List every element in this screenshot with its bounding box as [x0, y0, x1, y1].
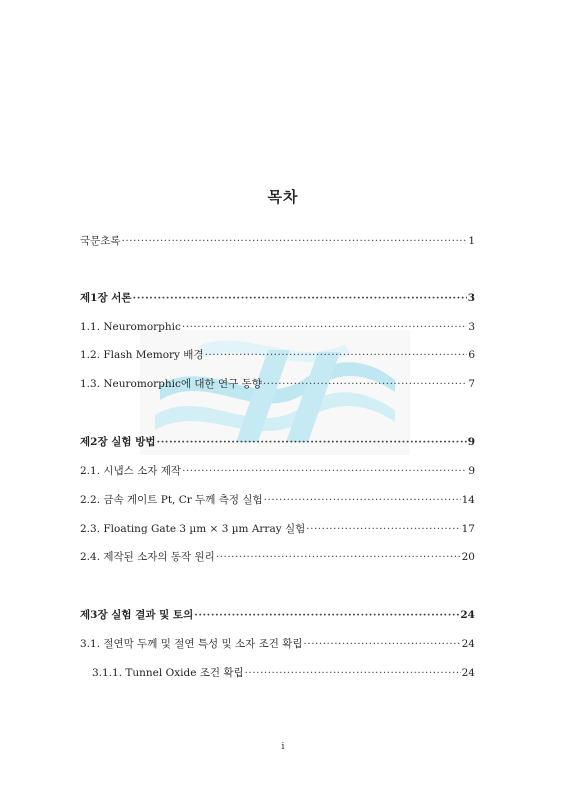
dot-leader	[122, 234, 468, 248]
toc-entry[interactable]	[80, 493, 475, 507]
dot-leader	[264, 493, 461, 507]
toc-entry[interactable]	[80, 234, 475, 248]
toc-entry-chapter[interactable]	[80, 291, 475, 305]
toc-entry-label: 3.1.1. Tunnel Oxide 조건 확립	[92, 667, 244, 679]
toc-entry-label: 3.1. 절연막 두께 및 절연 특성 및 소자 조건 확립	[80, 638, 303, 650]
toc-entry-chapter[interactable]	[80, 435, 475, 449]
toc-entry[interactable]	[80, 522, 475, 536]
toc-entry-page: 17	[461, 523, 475, 535]
toc-entry[interactable]	[80, 377, 475, 391]
dot-leader	[306, 522, 460, 536]
toc-entry-page: 1	[468, 235, 475, 247]
dot-leader	[263, 377, 467, 391]
toc-entry-label: 2.2. 금속 게이트 Pt, Cr 두께 측정 실험	[80, 494, 263, 506]
toc-entry-page: 9	[468, 465, 475, 477]
toc-entry-page: 24	[461, 638, 475, 650]
toc-entry-page: 3	[467, 292, 475, 304]
toc-entry-page: 6	[468, 349, 475, 361]
toc-entry-page: 9	[467, 436, 475, 448]
toc-entry-label: 제1장 서론	[80, 292, 132, 304]
toc-entry-page: 24	[461, 667, 475, 679]
toc-entry-page: 3	[468, 321, 475, 333]
dot-leader	[205, 348, 468, 362]
dot-leader	[216, 550, 461, 564]
toc-entry[interactable]	[80, 637, 475, 651]
toc-entry-label: 2.3. Floating Gate 3 µm × 3 µm Array 실험	[80, 523, 306, 535]
dot-leader	[304, 637, 461, 651]
toc-entry-label: 2.1. 시냅스 소자 제작	[80, 465, 182, 477]
dot-leader	[245, 666, 461, 680]
toc-entry[interactable]	[80, 348, 475, 362]
toc-entry-label: 제2장 실험 방법	[80, 436, 156, 448]
dot-leader	[156, 435, 466, 449]
dot-leader	[194, 608, 459, 622]
toc-entry-label: 1.2. Flash Memory 배경	[80, 349, 204, 361]
toc-entry-page: 20	[461, 551, 475, 563]
toc-entry-page: 24	[460, 609, 475, 621]
dot-leader	[182, 320, 467, 334]
toc-entry-label: 2.4. 제작된 소자의 동작 원리	[80, 551, 215, 563]
toc-entry-page: 14	[461, 494, 475, 506]
toc-entry-subsection[interactable]	[92, 666, 475, 680]
toc-entry-chapter[interactable]	[80, 608, 475, 622]
toc-entry-label: 1.1. Neuromorphic	[80, 321, 181, 333]
toc-entry-label: 국문초록	[80, 235, 121, 247]
toc-entry[interactable]	[80, 464, 475, 478]
toc-entry-label: 제3장 실험 결과 및 토의	[80, 609, 194, 621]
dot-leader	[182, 464, 467, 478]
toc-entry[interactable]	[80, 550, 475, 564]
toc-entry-label: 1.3. Neuromorphic에 대한 연구 동향	[80, 378, 262, 390]
page-number: i	[281, 742, 285, 752]
dot-leader	[133, 291, 467, 305]
page-title: 목차	[267, 188, 299, 206]
toc-entry-page: 7	[468, 378, 475, 390]
toc-entry[interactable]	[80, 320, 475, 334]
